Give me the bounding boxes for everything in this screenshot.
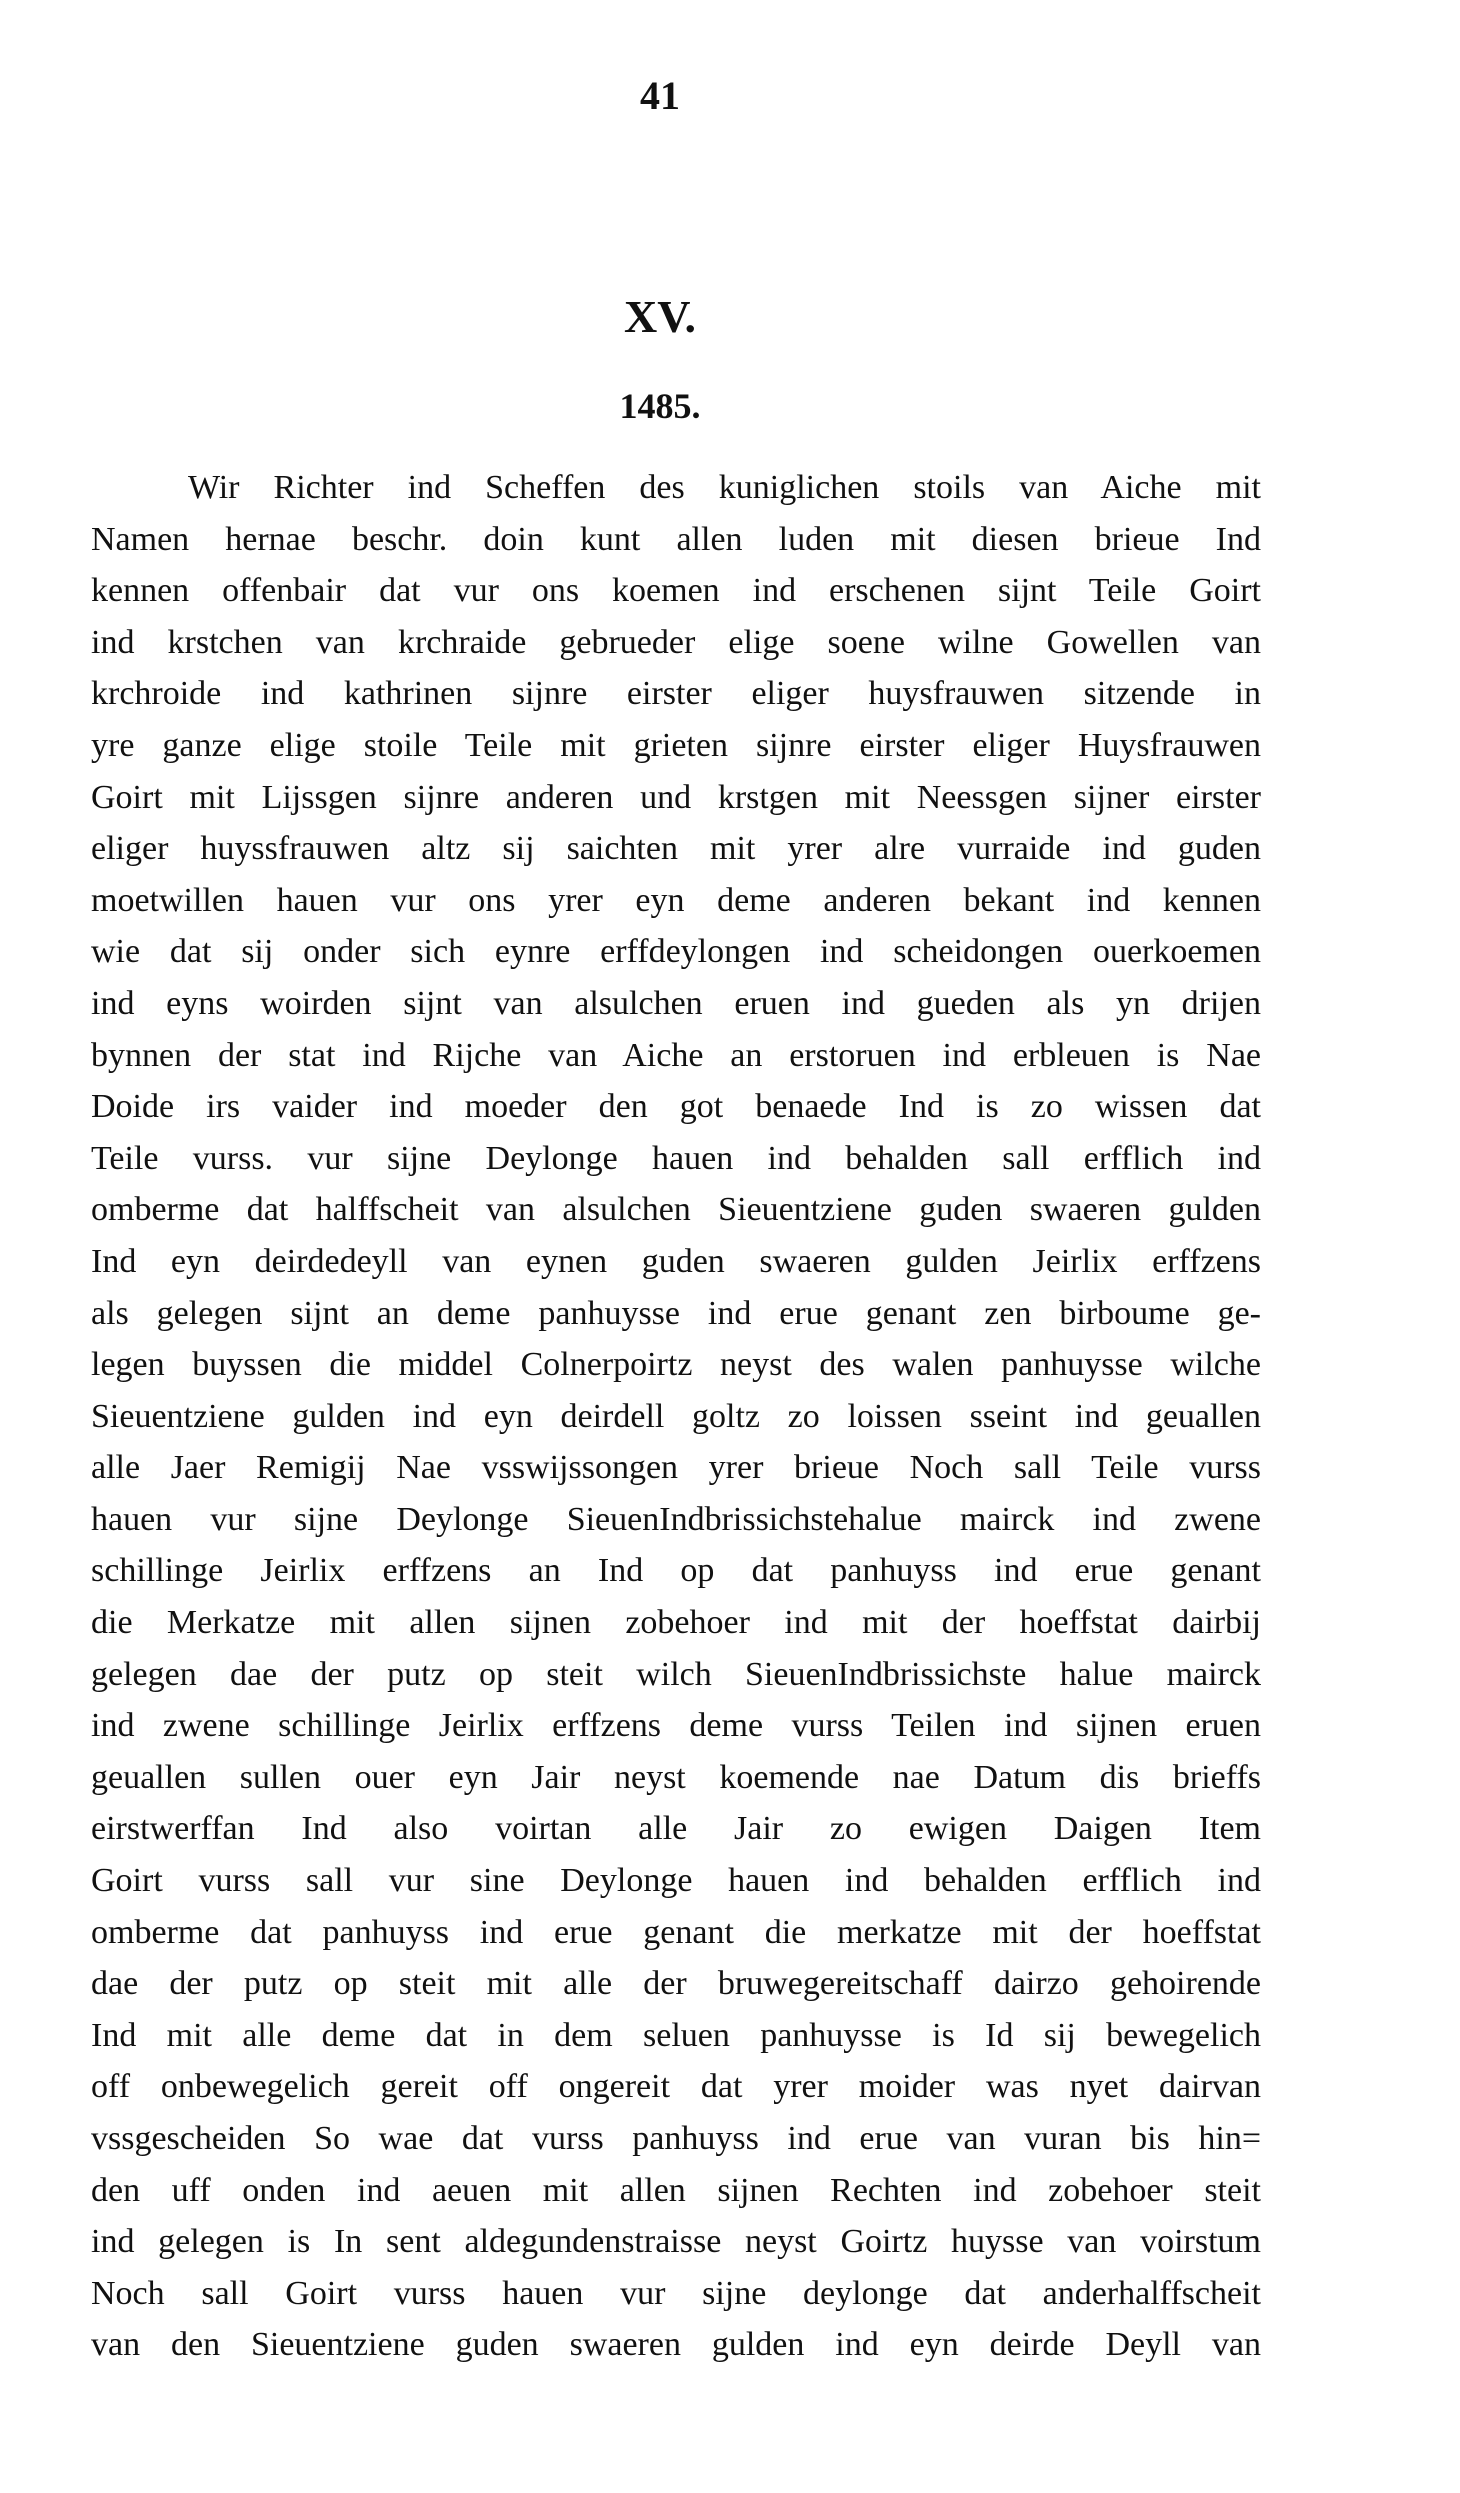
text-line: Ind mit alle deme dat in dem seluen panhuysse is Id sij bewegelich xyxy=(91,2016,1261,2054)
text-line: ind eyns woirden sijnt van alsulchen eruen ind gueden als yn drijen xyxy=(91,984,1261,1022)
text-line: omberme dat panhuyss ind erue genant die merkatze mit der hoeffstat xyxy=(91,1913,1261,1951)
text-line: ind krstchen van krchraide gebrueder elige soene wilne Gowellen van xyxy=(91,623,1261,661)
text-line: van den Sieuentziene guden swaeren gulden ind eyn deirde Deyll van xyxy=(91,2326,1261,2364)
text-line: yre ganze elige stoile Teile mit grieten sijnre eirster eliger Huysfrauwen xyxy=(91,726,1261,764)
text-line: eirstwerffan Ind also voirtan alle Jair zo ewigen Daigen Item xyxy=(91,1810,1261,1848)
text-line: geuallen sullen ouer eyn Jair neyst koemende nae Datum dis brieffs xyxy=(91,1758,1261,1796)
text-line: alle Jaer Remigij Nae vsswijssongen yrer brieue Noch sall Teile vurss xyxy=(91,1449,1261,1487)
text-line: dae der putz op steit mit alle der bruwegereitschaff dairzo gehoirende xyxy=(91,1965,1261,2003)
text-line: gelegen dae der putz op steit wilch SieuenIndbrissichste halue mairck xyxy=(91,1655,1261,1693)
text-line: bynnen der stat ind Rijche van Aiche an erstoruen ind erbleuen is Nae xyxy=(91,1036,1261,1074)
text-line: Sieuentziene gulden ind eyn deirdell goltz zo loissen sseint ind geuallen xyxy=(91,1397,1261,1435)
text-line: moetwillen hauen vur ons yrer eyn deme anderen bekant ind kennen xyxy=(91,881,1261,919)
text-line: wie dat sij onder sich eynre erffdeylongen ind scheidongen ouerkoemen xyxy=(91,933,1261,971)
text-line: hauen vur sijne Deylonge SieuenIndbrissichstehalue mairck ind zwene xyxy=(91,1500,1261,1538)
text-line: ind zwene schillinge Jeirlix erffzens deme vurss Teilen ind sijnen eruen xyxy=(91,1707,1261,1745)
text-line: Goirt vurss sall vur sine Deylonge hauen ind behalden erfflich ind xyxy=(91,1862,1261,1900)
text-line: krchroide ind kathrinen sijnre eirster eliger huysfrauwen sitzende in xyxy=(91,675,1261,713)
year-heading: 1485. xyxy=(619,386,701,426)
text-line: eliger huyssfrauwen altz sij saichten mit yrer alre vurraide ind guden xyxy=(91,830,1261,868)
text-line: vssgescheiden So wae dat vurss panhuyss ind erue van vuran bis hin= xyxy=(91,2120,1261,2157)
page-number: 41 xyxy=(640,73,680,118)
text-line: Wir Richter ind Scheffen des kuniglichen stoils van Aiche mit xyxy=(188,469,1261,506)
text-line: Doide irs vaider ind moeder den got benaede Ind is zo wissen dat xyxy=(91,1088,1261,1126)
text-line: als gelegen sijnt an deme panhuysse ind erue genant zen birboume ge- xyxy=(91,1294,1261,1332)
text-line: off onbewegelich gereit off ongereit dat yrer moider was nyet dairvan xyxy=(91,2068,1261,2106)
text-line: schillinge Jeirlix erffzens an Ind op dat panhuyss ind erue genant xyxy=(91,1552,1261,1590)
text-line: Namen hernae beschr. doin kunt allen luden mit diesen brieue Ind xyxy=(91,520,1261,558)
document-body xyxy=(91,462,1261,2371)
text-line: kennen offenbair dat vur ons koemen ind erschenen sijnt Teile Goirt xyxy=(91,572,1261,610)
text-line: den uff onden ind aeuen mit allen sijnen Rechten ind zobehoer steit xyxy=(91,2171,1261,2209)
text-line: ind gelegen is In sent aldegundenstraisse neyst Goirtz huysse van voirstum xyxy=(91,2223,1261,2261)
text-line: Ind eyn deirdedeyll van eynen guden swaeren gulden Jeirlix erffzens xyxy=(91,1242,1261,1280)
text-line: Noch sall Goirt vurss hauen vur sijne deylonge dat anderhalffscheit xyxy=(91,2274,1261,2312)
text-line: legen buyssen die middel Colnerpoirtz neyst des walen panhuysse wilche xyxy=(91,1346,1261,1384)
text-line: omberme dat halffscheit van alsulchen Sieuentziene guden swaeren gulden xyxy=(91,1191,1261,1229)
text-line: Teile vurss. vur sijne Deylonge hauen ind behalden sall erfflich ind xyxy=(91,1139,1261,1177)
text-line: Goirt mit Lijssgen sijnre anderen und krstgen mit Neessgen sijner eirster xyxy=(91,778,1261,816)
text-line: die Merkatze mit allen sijnen zobehoer ind mit der hoeffstat dairbij xyxy=(91,1604,1261,1642)
chapter-heading: XV. xyxy=(623,291,696,342)
